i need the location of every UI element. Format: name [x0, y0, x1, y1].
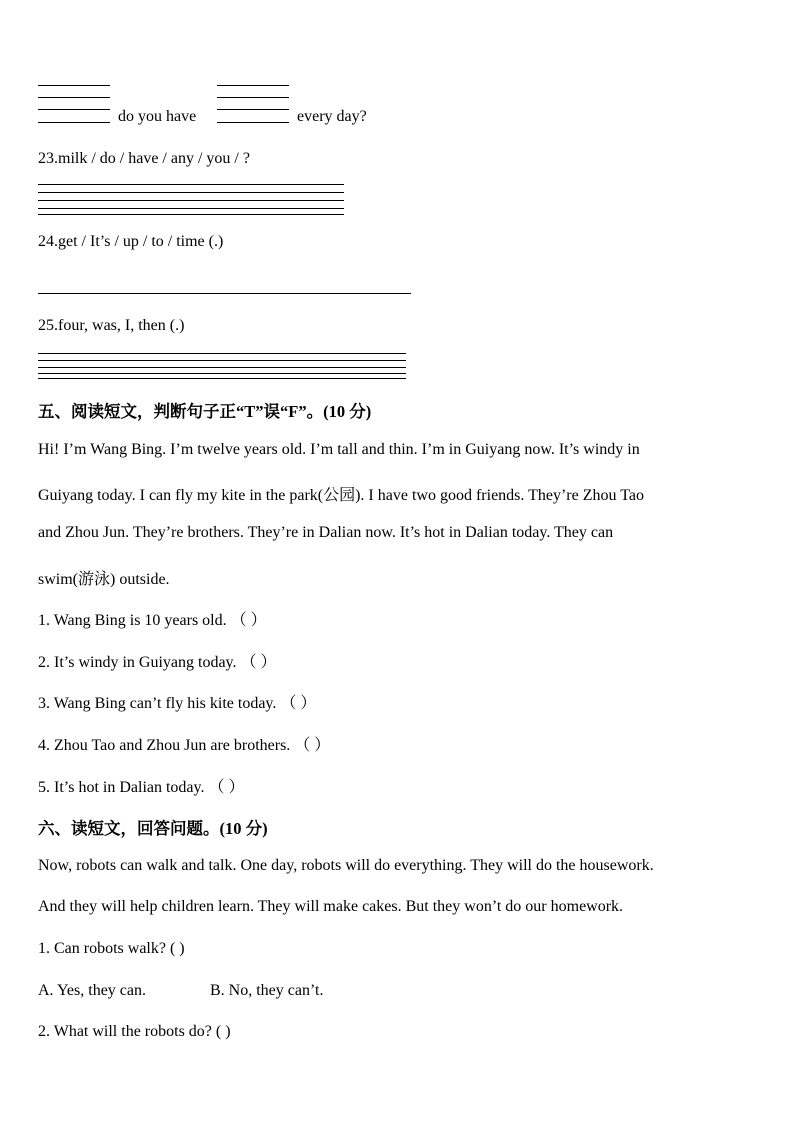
section5-heading: 五、阅读短文，判断句子正“T”误“F”。(10 分): [38, 402, 372, 421]
section6-heading: 六、读短文，回答问题。(10 分): [38, 819, 268, 838]
tf-question-4: 4. Zhou Tao and Zhou Jun are brothers. （ ）: [38, 737, 331, 754]
passage-line: Guiyang today. I can fly my kite in the park(公园). I have two good friends. They’re Zhou Tao: [38, 487, 644, 504]
question-1: 1. Can robots walk? ( ): [38, 940, 185, 957]
q22-middle-text: do you have: [118, 108, 197, 125]
passage-line: And they will help children learn. They will make cakes. But they won’t do our homework.: [38, 898, 624, 915]
passage-line: Now, robots can walk and talk. One day, robots will do everything. They will do the housework.: [38, 857, 654, 874]
question-2: 2. What will the robots do? ( ): [38, 1023, 231, 1040]
q23-prompt: 23.milk / do / have / any / you / ?: [38, 150, 250, 167]
option-a: A. Yes, they can.: [38, 982, 146, 999]
tf-question-5: 5. It’s hot in Dalian today. （ ）: [38, 779, 245, 796]
passage-line: Hi! I’m Wang Bing. I’m twelve years old. I’m tall and thin. I’m in Guiyang now. It’s windy in: [38, 441, 640, 458]
q22-end-text: every day?: [297, 108, 367, 125]
passage-line: swim(游泳) outside.: [38, 571, 170, 588]
option-b: B. No, they can’t.: [210, 982, 324, 999]
tf-question-3: 3. Wang Bing can’t fly his kite today. （ ）: [38, 695, 317, 712]
q25-prompt: 25.four, was, I, then (.): [38, 317, 185, 334]
tf-question-1: 1. Wang Bing is 10 years old. （ ）: [38, 612, 267, 629]
q24-answer-line: [38, 293, 411, 294]
q24-prompt: 24.get / It’s / up / to / time (.): [38, 233, 224, 250]
passage-line: and Zhou Jun. They’re brothers. They’re in Dalian now. It’s hot in Dalian today. They can: [38, 524, 614, 541]
tf-question-2: 2. It’s windy in Guiyang today. （ ）: [38, 654, 277, 671]
